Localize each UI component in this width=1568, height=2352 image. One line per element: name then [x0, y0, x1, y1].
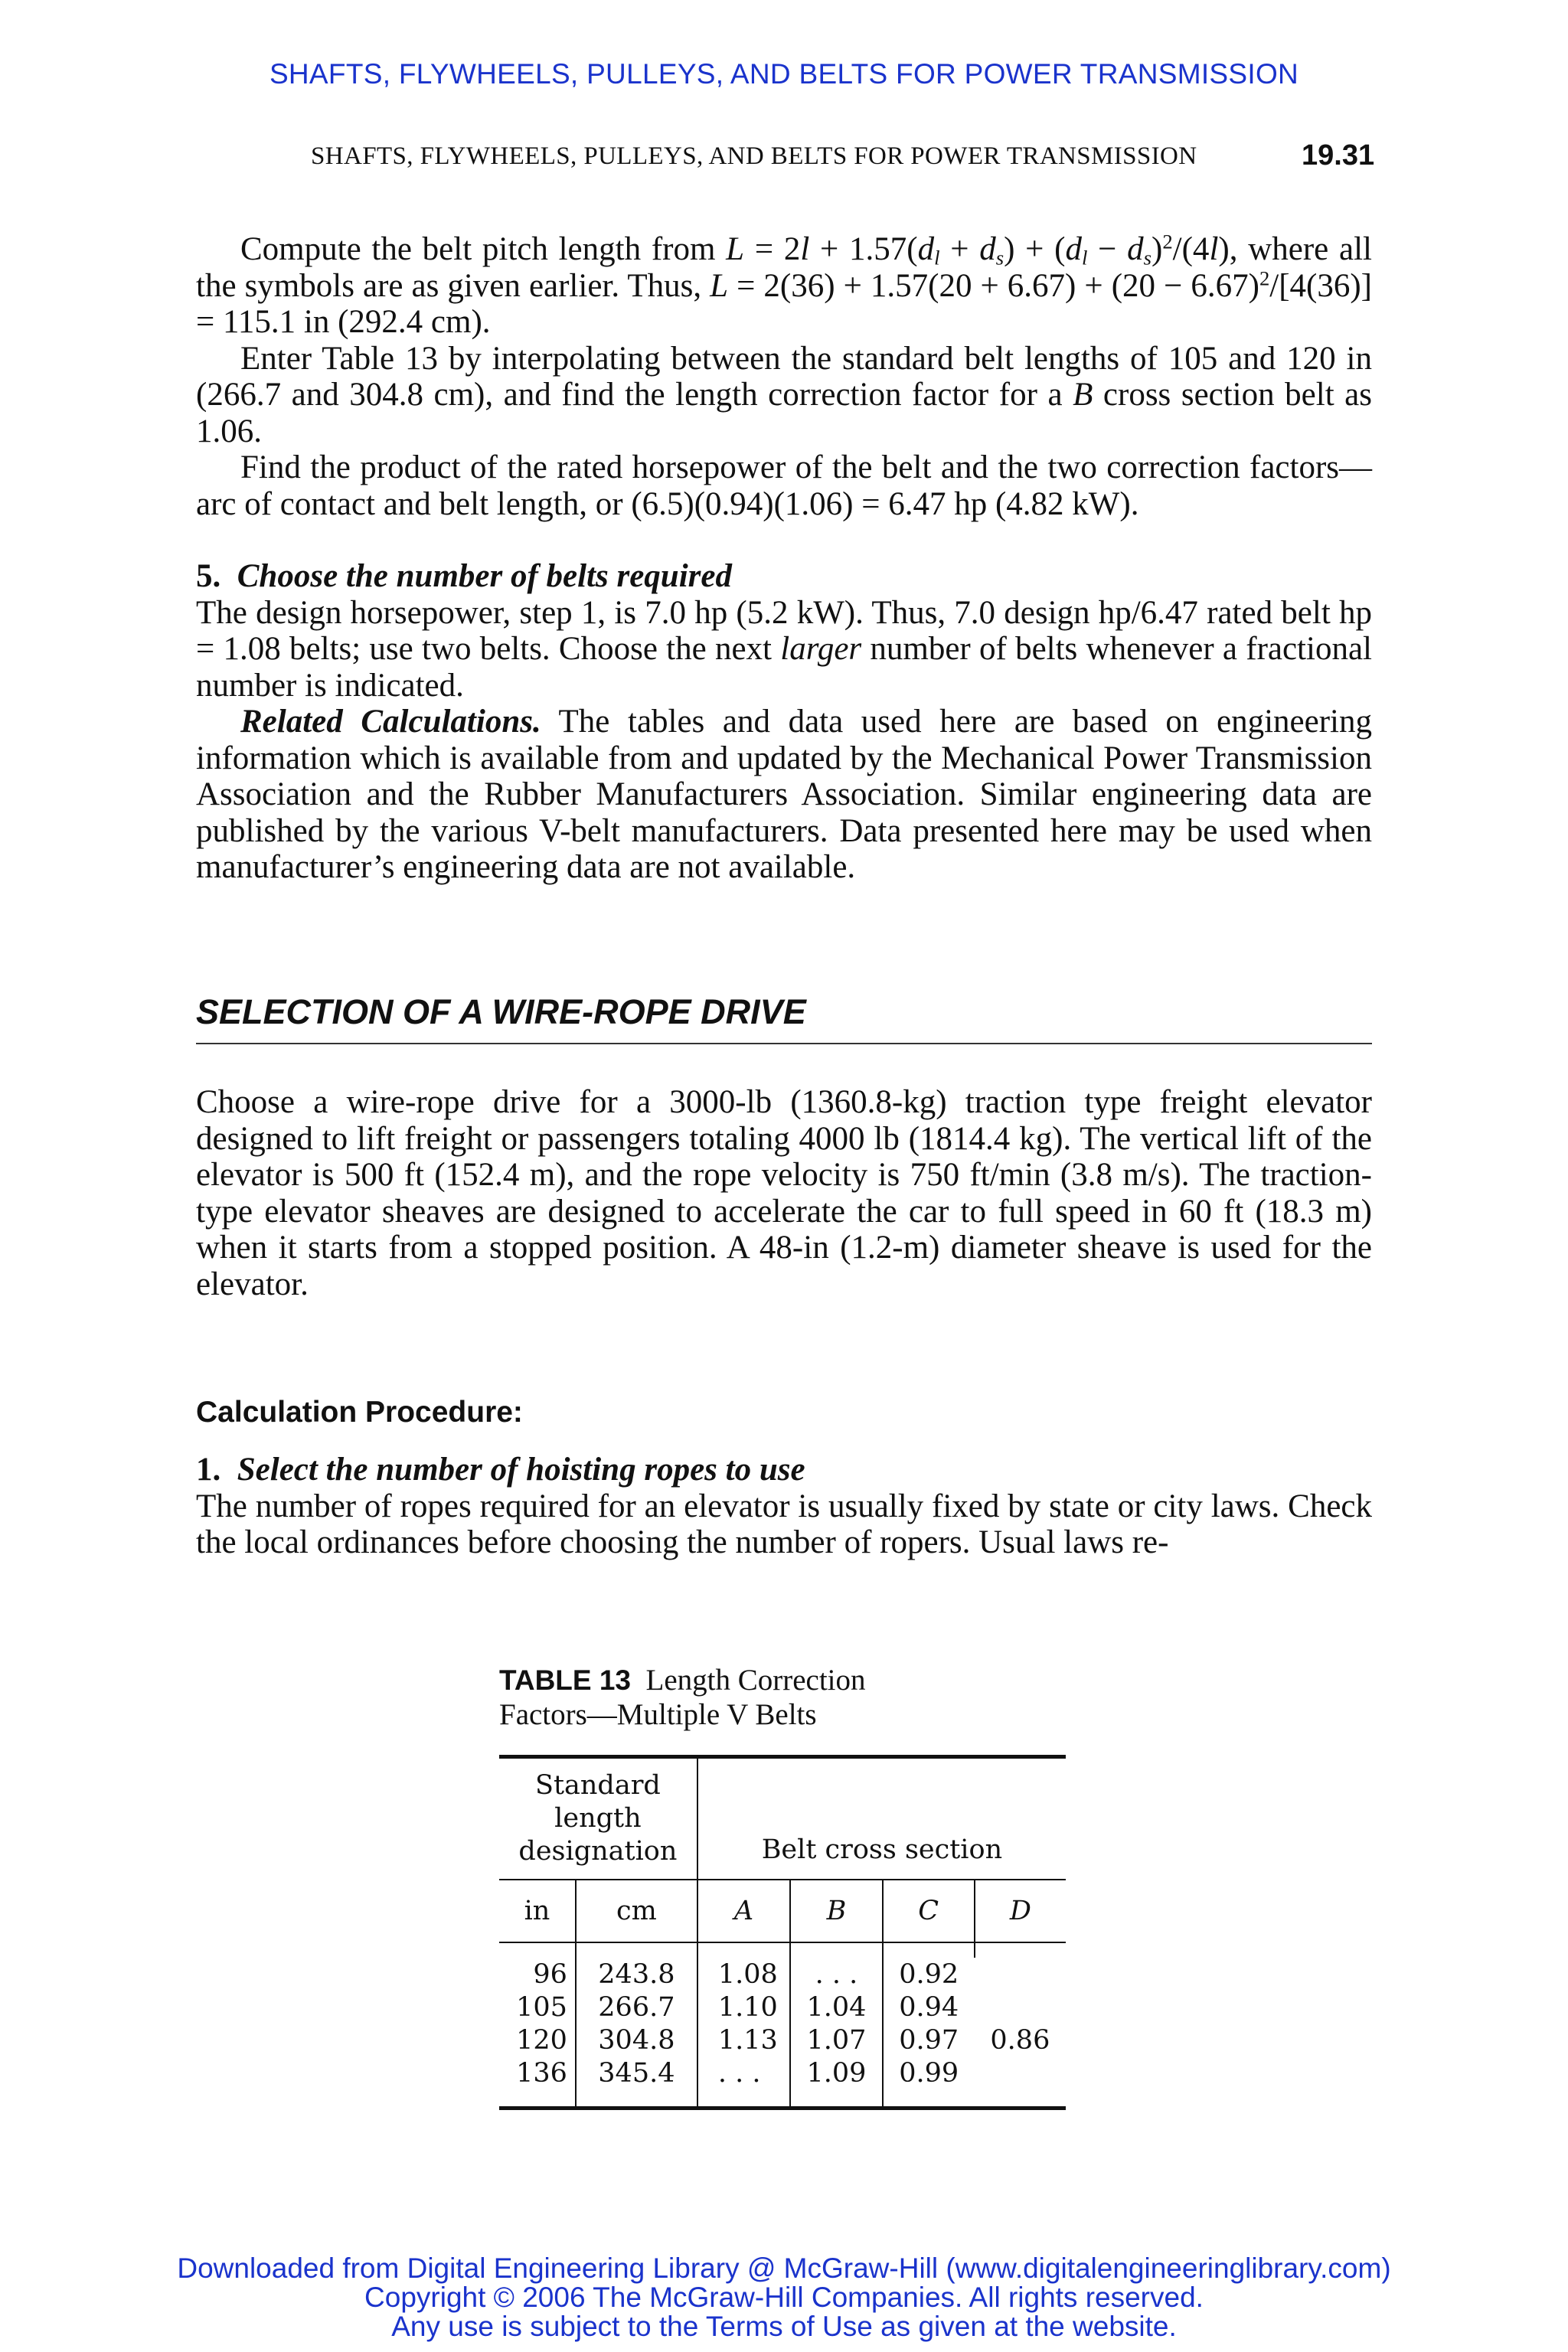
paragraph-related-calculations: Related Calculations. The tables and data used here are based on engineering information which is available from and updated by the Mechanical Power Transmission Association and the Rubber Manufacturers Association. Similar engineering data are published by the various V-belt manufacturers. Data presented here may be used when manufacturer’s engineering data are not available.	[196, 704, 1372, 885]
footer-download-line: Downloaded from Digital Engineering Library @ McGraw-Hill (www.digitalengineeringlibrary.com)	[177, 2252, 1391, 2284]
belt-cross-section-header: Belt cross section	[697, 1757, 1066, 1880]
calculation-procedure-heading: Calculation Procedure:	[196, 1396, 523, 1429]
paragraph-table-13: Enter Table 13 by interpolating between the standard belt lengths of 105 and 120 in (266.7 and 304.8 cm), and find the length correction factor for a B cross section belt as 1.06.	[196, 340, 1373, 449]
paragraph-belt-length: Compute the belt pitch length from $L = 2l + 1.57(d_l + d_s) + (d_l - d_s)^2/(4l)$, where all the symbols are as given earlier. Thus, $L = 2(36) + 1.57(20 + 6.67) + (20 - 6.67)^2/[4(36)] = 115.1$ in (292.4 cm).	[196, 230, 1373, 340]
table-spacer	[499, 1942, 1066, 1958]
col-header-a: A	[697, 1880, 791, 1942]
table-row: 96 243.8 1.08 . . . 0.92	[499, 1958, 1066, 1991]
table-column-headers	[499, 1880, 1066, 1942]
col-header-b: B	[790, 1880, 882, 1942]
step-1-block	[196, 1452, 1372, 1561]
belt-calculation-text	[196, 231, 1372, 886]
length-correction-table	[499, 1755, 1066, 2110]
table-row: 136 345.4 . . . 1.09 0.99	[499, 2056, 1066, 2089]
top-banner: SHAFTS, FLYWHEELS, PULLEYS, AND BELTS FOR POWER TRANSMISSION	[269, 58, 1299, 90]
section-title: SELECTION OF A WIRE-ROPE DRIVE	[196, 992, 1372, 1044]
footer-copyright-line: Copyright © 2006 The McGraw-Hill Companies. All rights reserved.	[364, 2282, 1204, 2313]
col-header-c: C	[883, 1880, 975, 1942]
table-caption: TABLE 13 Length Correction Factors—Multiple V Belts	[499, 1664, 866, 1731]
table-row: 120 304.8 1.13 1.07 0.97 0.86	[516, 2024, 1050, 2056]
col-header-cm: cm	[576, 1880, 697, 1942]
problem-statement: Choose a wire-rope drive for a 3000-lb (1360.8-kg) traction type freight elevator designed to lift freight or passengers totaling 4000 lb (1814.4 kg). The vertical lift of the elevator is 500 ft (152.4 m), and the rope velocity is 750 ft/min (3.8 m/s). The traction-type elevator sheaves are designed to accelerate the car to full speed in 60 ft (18.3 m) when it starts from a stopped position. A 48-in (1.2-m) diameter sheave is used for the elevator.	[196, 1084, 1372, 1302]
paragraph-product: Find the product of the rated horsepower of the belt and the two correction factors—arc of contact and belt length, or (6.5)(0.94)(1.06) = 6.47 hp (4.82 kW).	[196, 449, 1372, 522]
step-1-text: The number of ropes required for an elevator is usually fixed by state or city laws. Check the local ordinances before choosing the number of ropers. Usual laws re-	[196, 1488, 1372, 1560]
step-1-heading: 1. Select the number of hoisting ropes to use	[196, 1452, 805, 1488]
table-label: TABLE 13	[499, 1664, 632, 1696]
table-bottom-rule	[499, 2089, 1066, 2108]
paragraph-design-hp: The design horsepower, step 1, is 7.0 hp (5.2 kW). Thus, 7.0 design hp/6.47 rated belt hp = 1.08 belts; use two belts. Choose the next larger number of belts whenever a fractional number is indicated.	[196, 594, 1372, 704]
page-number: 19.31	[1302, 139, 1375, 172]
step-5-heading: 5. Choose the number of belts required	[196, 558, 732, 594]
footer	[0, 2254, 1568, 2341]
footer-terms-line: Any use is subject to the Terms of Use as given at the website.	[391, 2311, 1177, 2342]
col-header-in: in	[499, 1880, 576, 1942]
table-group-header	[499, 1757, 1066, 1880]
running-head: SHAFTS, FLYWHEELS, PULLEYS, AND BELTS FOR POWER TRANSMISSION	[311, 142, 1197, 170]
standard-length-header: Standard length designation	[499, 1757, 697, 1880]
table-row: 105 266.7 1.10 1.04 0.94	[499, 1991, 1066, 2024]
col-header-d: D	[975, 1880, 1066, 1942]
